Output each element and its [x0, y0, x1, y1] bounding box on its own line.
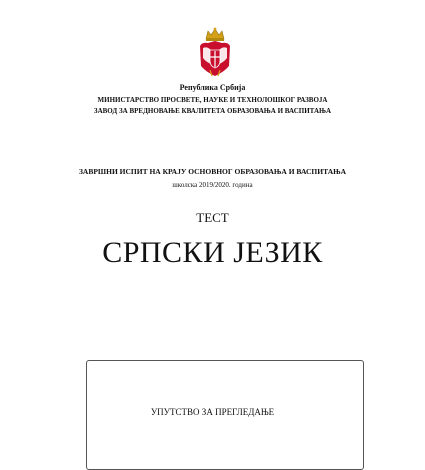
institute-name: ЗАВОД ЗА ВРЕДНОВАЊЕ КВАЛИТЕТА ОБРАЗОВАЊА И ВАСПИТАЊА: [93, 107, 332, 115]
exam-title: ЗАВРШНИ ИСПИТ НА КРАЈУ ОСНОВНОГ ОБРАЗОВАЊА И ВАСПИТАЊА: [78, 167, 347, 176]
test-label: ТЕСТ: [196, 210, 229, 225]
school-year: школска 2019/2020. година: [172, 181, 253, 189]
subject-title: СРПСКИ ЈЕЗИК: [102, 236, 323, 269]
serbian-coat-of-arms-icon: [198, 26, 232, 80]
ministry-name: МИНИСТАРСТВО ПРОСВЕТЕ, НАУКЕ И ТЕХНОЛОШКОГ РАЗВОЈА: [97, 96, 328, 104]
instructions-heading: УПУТСТВО ЗА ПРЕГЛЕДАЊЕ: [150, 407, 275, 417]
republic-name: Република Србија: [179, 83, 246, 92]
